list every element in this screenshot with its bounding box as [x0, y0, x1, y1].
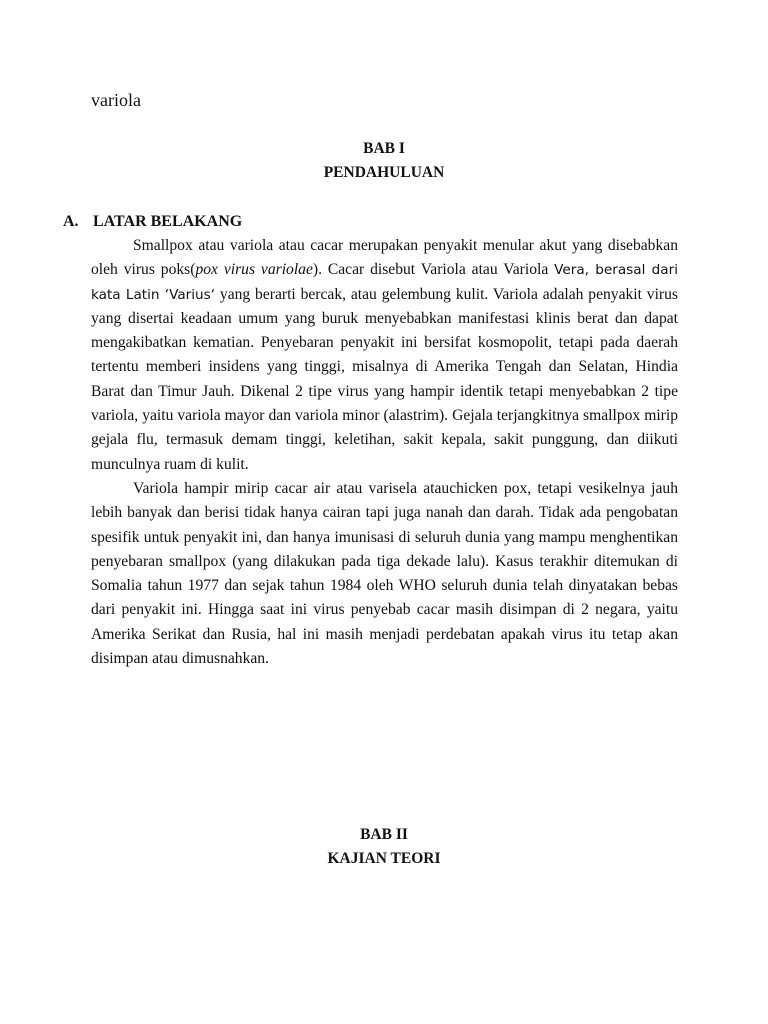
paragraph-2: Variola hampir mirip cacar air atau varisela atauchicken pox, tetapi vesikelnya jauh lebih banyak dan berisi tidak hanya cairan tapi juga nanah dan darah. Tidak ada pengobatan spesifik untuk penyakit ini, dan hanya imunisasi di seluruh dunia yang mampu menghentikan penyebaran smallpox (yang dilakukan pada tiga dekade lalu). Kasus terakhir ditemukan di Somalia tahun 1977 dan sejak tahun 1984 oleh WHO seluruh dunia telah dinyatakan bebas dari penyakit ini. Hingga saat ini virus penyebab cacar masih disimpan di 2 negara, yaitu Amerika Serikat dan Rusia, hal ini masih menjadi perdebatan apakah virus itu tetap akan disimpan atau dimusnahkan. [91, 479, 678, 668]
paragraph-1-part1: Smallpox atau variola atau cacar merupakan penyakit menular akut yang disebabkan oleh virus poks( [91, 237, 678, 279]
chapter-1-title: PENDAHULUAN [323, 164, 445, 181]
body-text [91, 234, 678, 671]
header-word: variola [91, 90, 141, 110]
chapter-2-heading [0, 823, 768, 871]
paragraph-1-part3: yang berarti bercak, atau gelembung kulit. Variola adalah penyakit virus yang disertai keadaan umum yang buruk menyebabkan manifestasi klinis berat dan dapat mengakibatkan kematian. Penyebaran penyakit ini bersifat kosmopolit, tetapi pada daerah tertentu memberi insidens yang tinggi, misalnya di Amerika Tengah dan Selatan, Hindia Barat dan Timur Jauh. Dikenal 2 tipe virus yang hampir identik tetapi menyebabkan 2 tipe variola, yaitu variola mayor dan variola minor (alastrim). Gejala terjangkitnya smallpox mirip gejala flu, termasuk demam tinggi, keletihan, sakit kepala, sakit punggung, dan diikuti munculnya ruam di kulit. [91, 285, 678, 473]
paragraph-1 [91, 234, 678, 477]
chapter-2-number: BAB II [360, 826, 408, 843]
paragraph-1-italic: pox virus variolae [195, 261, 313, 279]
paragraph-1-sans: Vera, berasal dari kata Latin ‘Varius‘ [91, 262, 678, 303]
chapter-1-number: BAB I [363, 140, 405, 157]
section-a-title: LATAR BELAKANG [93, 213, 243, 230]
section-a-letter: A. [63, 213, 79, 230]
chapter-1-heading [0, 137, 768, 185]
paragraph-1-part2: ). Cacar disebut Variola atau Variola [312, 261, 555, 279]
section-a-heading [63, 211, 242, 233]
chapter-2-title: KAJIAN TEORI [327, 850, 441, 867]
